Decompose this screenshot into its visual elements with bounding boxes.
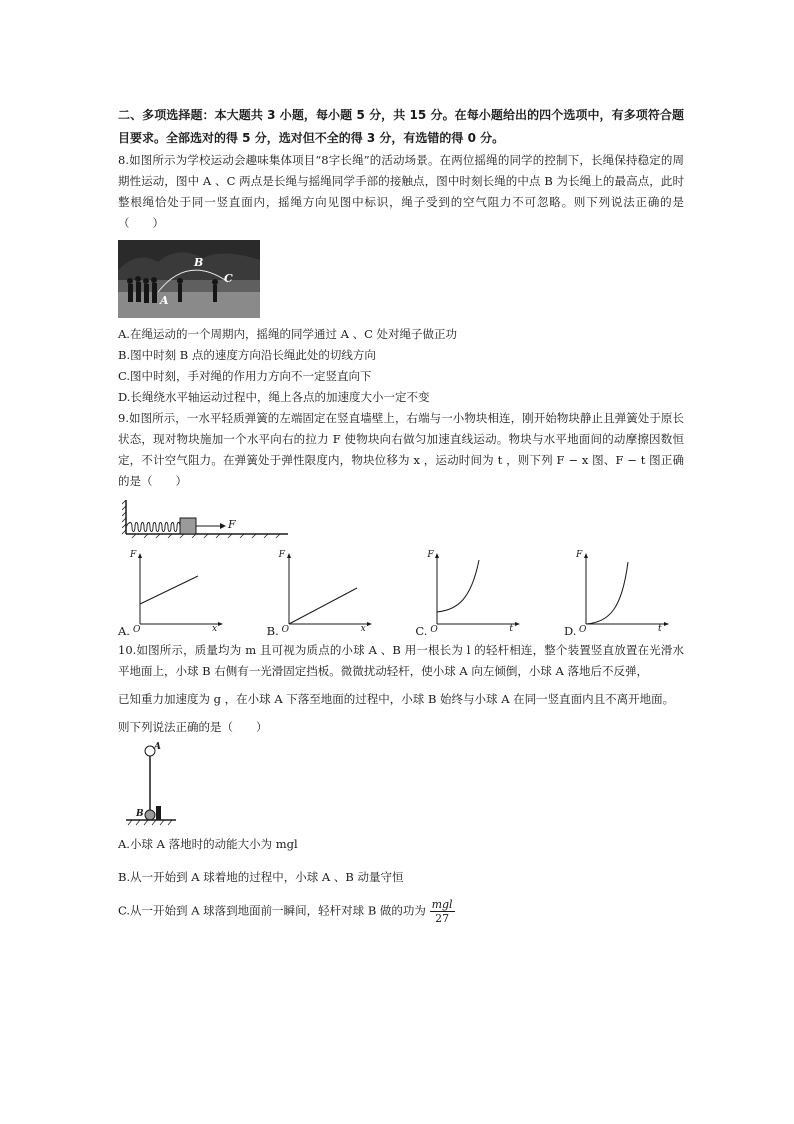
q10-option-c-fraction <box>430 898 455 925</box>
photo-label-a: A <box>160 294 169 307</box>
force-label: F <box>228 518 236 531</box>
fig-label-b: B <box>136 809 144 819</box>
graph-b-origin: O <box>281 625 290 635</box>
photo-label-b: B <box>194 256 204 269</box>
graph-c-origin: O <box>430 625 438 635</box>
q8-option-a: A.在绳运动的一个周期内，摇绳的同学通过 A 、C 处对绳子做正功 <box>118 327 458 341</box>
graph-b-plot <box>267 548 387 636</box>
q10-option-b: B.从一开始到 A 球着地的过程中，小球 A 、B 动量守恒 <box>118 870 404 884</box>
question-9-stem: 9.如图所示，一水平轻质弹簧的左端固定在竖直墙壁上，右端与一小物块相连，刚开始物块静止且弹簧处于原长状态，现对物块施加一个水平向右的拉力 F 使物块向右做匀加速直线运动。物块与水平地面间的动摩擦因数恒定，不计空气阻力。在弹簧处于弹性限度内，物块位移为 x ，运动时间为 t ，则下列 F − x 图、F − t 图正确的是（ ） <box>118 411 684 488</box>
graph-d-xlabel: t <box>657 624 662 634</box>
fig-label-a: A <box>154 742 161 752</box>
fraction-denominator: 27 <box>435 912 450 925</box>
graph-d-origin: O <box>578 625 587 635</box>
graph-a-xlabel: x <box>212 624 218 634</box>
question-8-stem: 8.如图所示为学校运动会趣味集体项目“8字长绳”的活动场景。在两位摇绳的同学的控制下，长绳保持稳定的周期性运动，图中 A 、C 两点是长绳与摇绳同学手部的接触点，图中时刻长绳的中点 B 为长绳上的最高点，此时整根绳恰处于同一竖直面内，摇绳方向见图中标识，绳子受到的空气阻力不可忽略。则下列说法正确的是（ ） <box>118 153 684 230</box>
graph-b-label: B. <box>266 624 279 638</box>
graph-c-ylabel: F <box>427 550 434 560</box>
exam-page <box>118 104 684 925</box>
question-10-stem-2: 已知重力加速度为 g ，在小球 A 下落至地面的过程中，小球 B 始终与小球 A 在同一竖直面内且不离开地面。 <box>118 692 675 706</box>
rod-ball-figure <box>120 742 180 828</box>
graph-d-label: D. <box>563 624 577 638</box>
graph-d-ylabel: F <box>575 550 583 560</box>
spring-diagram <box>122 496 292 540</box>
rod-ball-diagram <box>120 742 180 828</box>
graph-c-label: C. <box>415 624 428 638</box>
graph-a-label: A. <box>118 624 130 638</box>
graph-a-plot <box>118 548 238 636</box>
q10-option-a: A.小球 A 落地时的动能大小为 mgl <box>118 837 298 851</box>
q10-option-c <box>118 898 684 925</box>
graph-b-xlabel: x <box>360 624 366 634</box>
fraction-numerator: mgl <box>431 898 453 911</box>
q8-option-d: D.长绳绕水平轴运动过程中，绳上各点的加速度大小一定不变 <box>118 390 430 404</box>
graph-d-plot <box>564 548 684 636</box>
graph-c <box>415 548 535 636</box>
graph-a-origin: O <box>133 625 141 635</box>
rope-activity-photo <box>118 240 260 318</box>
section-heading: 二、多项选择题：本大题共 3 小题，每小题 5 分，共 15 分。在每小题给出的四个选项中，有多项符合题目要求。全部选对的得 5 分，选对但不全的得 3 分，有选错的得 0 分。 <box>118 108 684 145</box>
q8-option-b: B.图中时刻 B 点的速度方向沿长绳此处的切线方向 <box>118 348 376 362</box>
graph-a-ylabel: F <box>130 550 137 560</box>
answer-graphs <box>118 548 684 636</box>
q8-option-c: C.图中时刻，手对绳的作用力方向不一定竖直向下 <box>118 369 372 383</box>
graph-a <box>118 548 238 636</box>
question-10-stem-1: 10.如图所示，质量均为 m 且可视为质点的小球 A 、B 用一根长为 l 的轻杆相连，整个装置竖直放置在光滑水平地面上，小球 B 右侧有一光滑固定挡板。微微扰动轻杆，使小球 A 向左倾倒，小球 A 落地后不反弹， <box>118 643 684 678</box>
graph-c-plot <box>415 548 535 636</box>
photo-label-c: C <box>224 272 233 285</box>
graph-b-ylabel: F <box>278 550 285 560</box>
spring-block-figure <box>122 496 292 540</box>
question-10-stem-3: 则下列说法正确的是（ ） <box>118 720 268 734</box>
graph-b <box>267 548 387 636</box>
graph-d <box>564 548 684 636</box>
graph-c-xlabel: t <box>509 624 513 634</box>
rope-photo-image <box>118 240 260 318</box>
q10-option-c-text: C.从一开始到 A 球落到地面前一瞬间，轻杆对球 B 做的功为 <box>118 903 426 918</box>
